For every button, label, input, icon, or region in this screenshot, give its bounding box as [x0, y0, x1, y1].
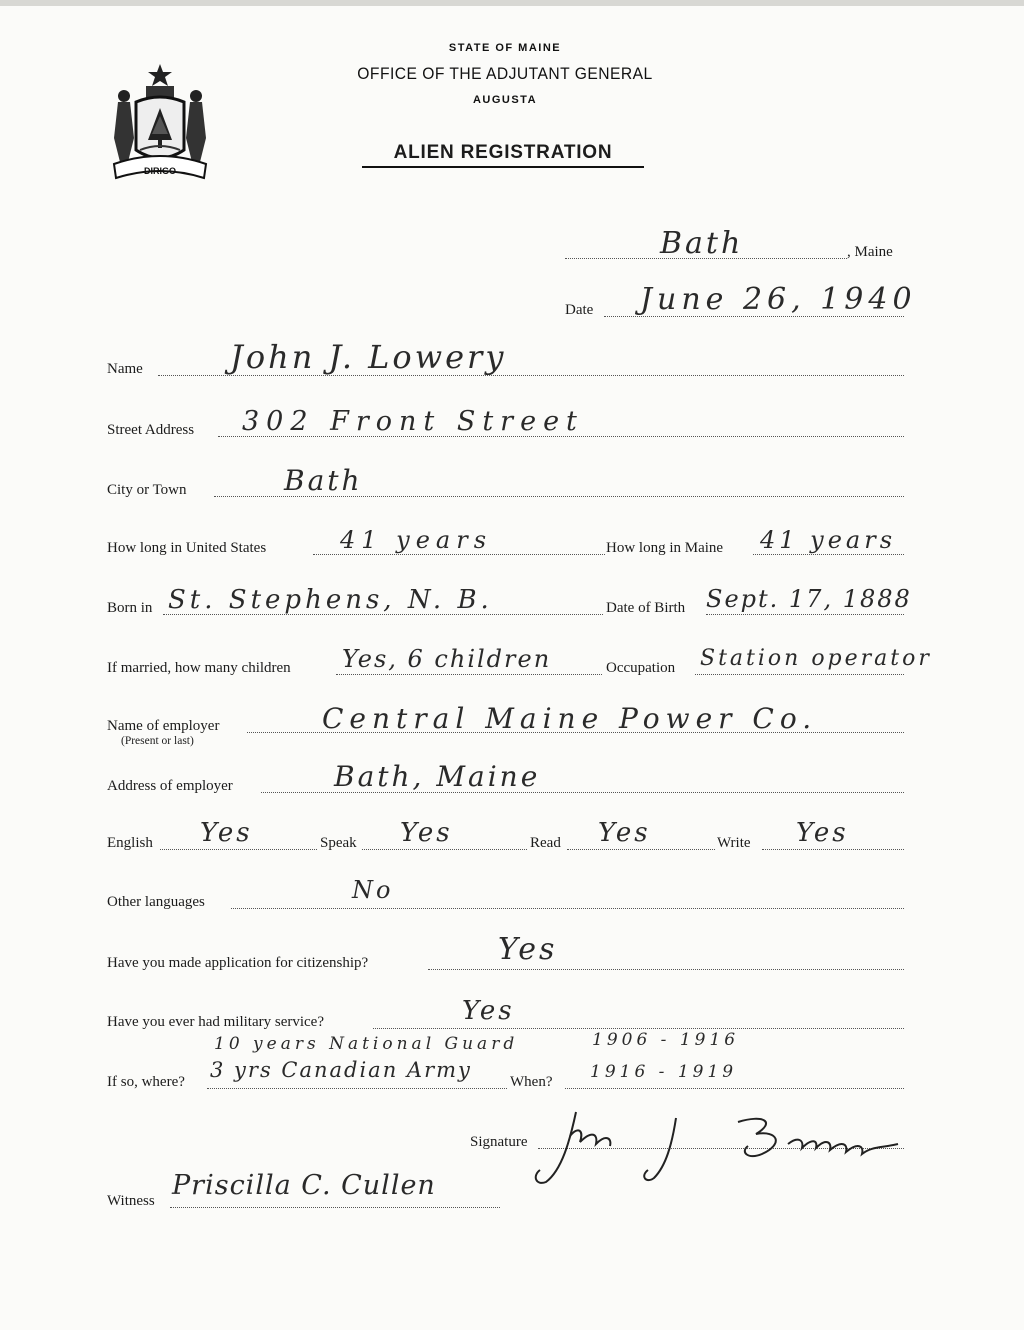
signature-label: Signature	[470, 1134, 528, 1150]
english-line	[160, 849, 317, 850]
when-line	[565, 1088, 904, 1089]
speak-line	[362, 849, 527, 850]
read-label: Read	[530, 835, 561, 851]
born-in-entry: St. Stephens, N. B.	[168, 585, 493, 615]
scan-edge	[0, 0, 1024, 6]
how-long-maine-line	[753, 554, 904, 555]
name-label: Name	[107, 361, 143, 377]
occupation-label: Occupation	[606, 660, 676, 676]
married-label: If married, how many children	[107, 660, 291, 676]
military-line	[373, 1028, 904, 1029]
married-entry: Yes, 6 children	[342, 645, 552, 673]
service-note-entry: 10 years National Guard	[214, 1034, 519, 1054]
where-line	[207, 1088, 507, 1089]
how-long-maine-label: How long in Maine	[606, 540, 724, 556]
english-label: English	[107, 835, 153, 851]
citizenship-entry: Yes	[498, 932, 558, 967]
occupation-line	[695, 674, 904, 675]
name-entry: John J. Lowery	[230, 338, 507, 376]
when-label: When?	[510, 1074, 553, 1090]
street-address-entry: 302 Front Street	[242, 406, 584, 437]
city-entry: Bath	[284, 464, 363, 497]
date-of-birth-entry: Sept. 17, 1888	[706, 585, 912, 613]
write-line	[762, 849, 904, 850]
speak-label: Speak	[320, 835, 357, 851]
citizenship-label: Have you made application for citizenship?	[107, 955, 369, 971]
date-entry: June 26, 1940	[640, 282, 917, 317]
speak-entry: Yes	[400, 818, 453, 848]
when-entry: 1916 - 1919	[590, 1062, 738, 1082]
handwritten-signature	[526, 1100, 906, 1190]
how-long-us-label: How long in United States	[107, 540, 267, 556]
city-label: City or Town	[107, 482, 187, 498]
read-line	[567, 849, 715, 850]
where-label: If so, where?	[107, 1074, 185, 1090]
present-or-last-label: (Present or last)	[121, 735, 194, 747]
other-languages-line	[231, 908, 904, 909]
born-in-label: Born in	[107, 600, 153, 616]
address-of-employer-entry: Bath, Maine	[334, 760, 541, 793]
city-heading: AUGUSTA	[472, 94, 538, 106]
where-entry: 3 yrs Canadian Army	[210, 1058, 472, 1082]
employer-label: Name of employer	[107, 718, 220, 734]
military-label: Have you ever had military service?	[107, 1014, 324, 1030]
seal-motto: DIRIGO	[143, 166, 177, 176]
street-address-label: Street Address	[107, 422, 195, 438]
occupation-entry: Station operator	[700, 646, 932, 671]
witness-entry: Priscilla C. Cullen	[172, 1170, 436, 1201]
service-note-years-entry: 1906 - 1916	[592, 1030, 740, 1050]
write-entry: Yes	[796, 818, 849, 848]
write-label: Write	[717, 835, 751, 851]
state-heading: STATE OF MAINE	[448, 42, 562, 54]
date-of-birth-label: Date of Birth	[606, 600, 686, 616]
address-of-employer-label: Address of employer	[107, 778, 233, 794]
other-languages-label: Other languages	[107, 894, 205, 910]
town-entry: Bath	[660, 226, 744, 261]
witness-line	[170, 1207, 500, 1208]
read-entry: Yes	[598, 818, 651, 848]
employer-entry: Central Maine Power Co.	[322, 702, 818, 735]
signature-text: John J. Lowery	[526, 1100, 533, 1101]
how-long-maine-entry: 41 years	[760, 526, 897, 554]
maine-label: , Maine	[847, 244, 893, 260]
office-heading: OFFICE OF THE ADJUTANT GENERAL	[357, 64, 653, 83]
married-line	[336, 674, 602, 675]
date-of-birth-line	[706, 614, 904, 615]
form-title: ALIEN REGISTRATION	[362, 142, 644, 168]
military-entry: Yes	[462, 996, 515, 1026]
other-languages-entry: No	[352, 876, 394, 904]
how-long-us-line	[313, 554, 605, 555]
citizenship-line	[428, 969, 904, 970]
english-entry: Yes	[200, 818, 253, 848]
witness-label: Witness	[107, 1193, 155, 1209]
date-label: Date	[565, 302, 594, 318]
how-long-us-entry: 41 years	[340, 526, 493, 554]
